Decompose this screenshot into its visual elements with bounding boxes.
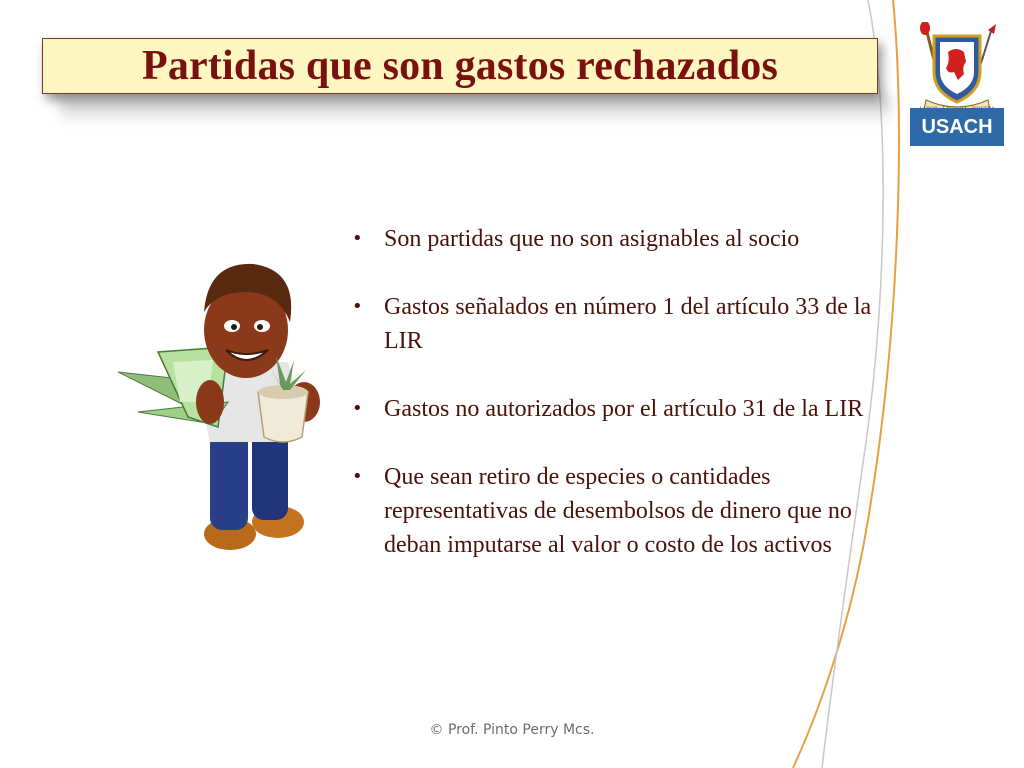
bullet-text: Gastos señalados en número 1 del artículo 33 de la LIR: [384, 294, 872, 354]
bullet-dot-icon: •: [352, 228, 363, 249]
usach-badge: USACH: [910, 108, 1004, 146]
bullet-dot-icon: •: [352, 296, 363, 317]
bullet-item: [350, 460, 880, 562]
title-box: [42, 38, 878, 94]
slide-title: Partidas que son gastos rechazados: [141, 43, 779, 89]
bullet-dot-icon: •: [352, 398, 363, 419]
title-shadow: [60, 96, 890, 124]
bullet-item: [350, 222, 880, 256]
bullet-item: [350, 290, 880, 358]
bullet-list: [350, 222, 880, 596]
bullet-text: Son partidas que no son asignables al socio: [384, 226, 800, 252]
bullet-text: Gastos no autorizados por el artículo 31 de la LIR: [384, 396, 864, 422]
man-holding-money-and-plant-icon: [118, 252, 328, 562]
bullet-dot-icon: •: [352, 466, 363, 487]
bullet-text: Que sean retiro de especies o cantidades representativas de desembolsos de dinero que no deban imputarse al valor o costo de los activos: [384, 464, 852, 558]
bullet-item: [350, 392, 880, 426]
footer-credit: © Prof. Pinto Perry Mcs.: [429, 722, 595, 738]
